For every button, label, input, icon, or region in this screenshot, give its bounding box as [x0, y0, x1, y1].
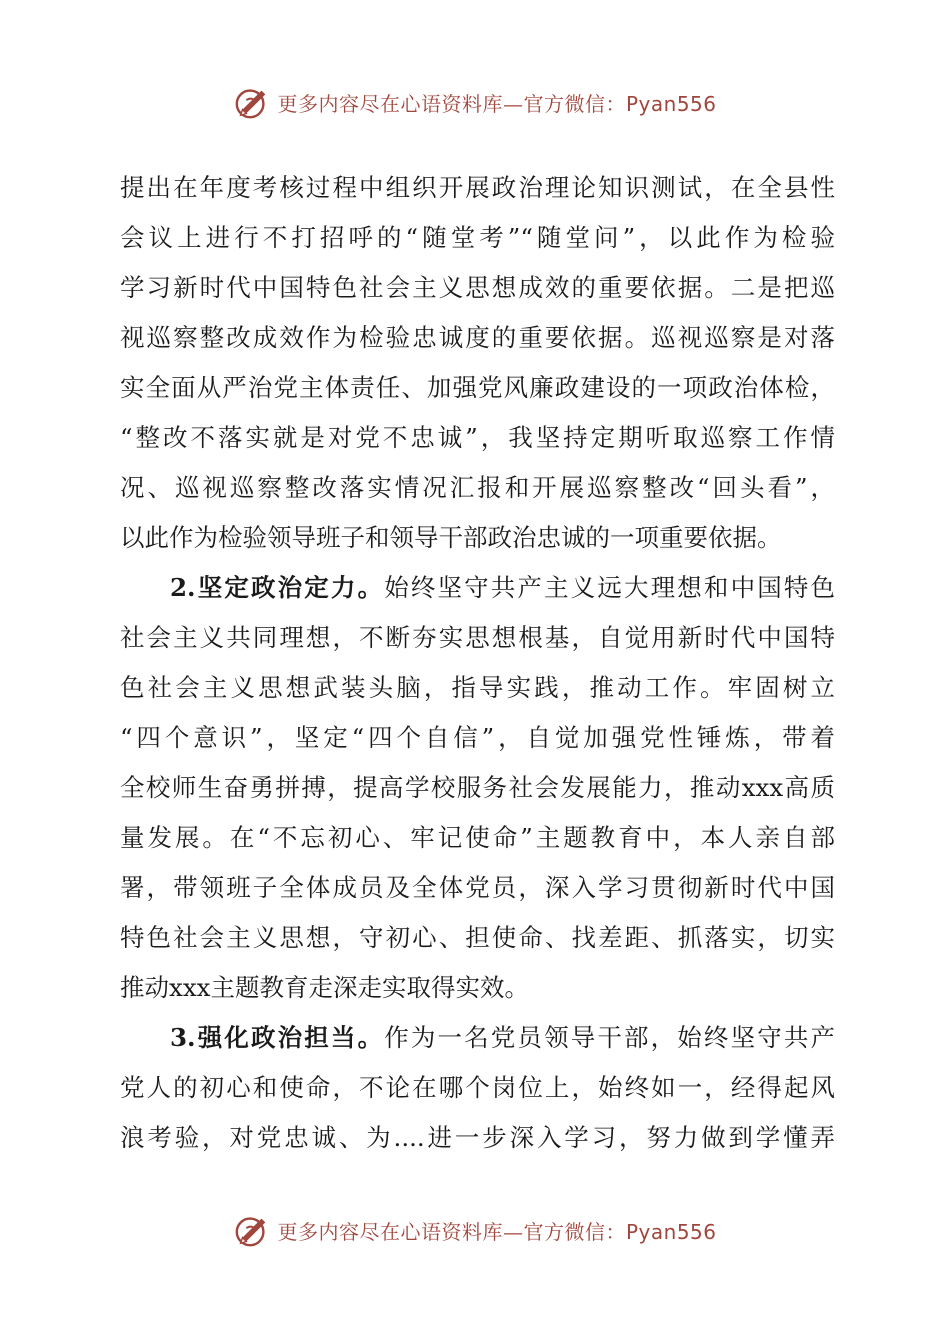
header-banner-inner	[233, 83, 716, 121]
paragraph-line: 党人的初心和使命，不论在哪个岗位上，始终如一，经得起风	[120, 1073, 835, 1102]
footer-banner-text: 更多内容尽在心语资料库—官方微信：Pyan556	[277, 1219, 717, 1244]
paragraph-line: 全校师生奋勇拼搏，提高学校服务社会发展能力，推动xxx高质	[120, 773, 835, 802]
header-banner	[0, 82, 950, 122]
paragraph-line: 视巡察整改成效作为检验忠诚度的重要依据。巡视巡察是对落	[120, 323, 835, 352]
header-wechat-id: Pyan556	[625, 91, 717, 116]
paragraph-line-rest: 作为一名党员领导干部，始终坚守共产	[384, 1023, 835, 1052]
footer-banner-inner	[233, 1211, 716, 1249]
paragraph-line: 浪考验，对党忠诚、为....进一步深入学习，努力做到学懂弄	[120, 1123, 835, 1152]
paragraph-line: “四个意识”，坚定“四个自信”，自觉加强党性锤炼，带着	[120, 723, 835, 752]
paragraph-line: 况、巡视巡察整改落实情况汇报和开展巡察整改“回头看”，	[120, 473, 835, 502]
paragraph-2	[120, 563, 835, 1013]
section-heading: 3.强化政治担当。	[170, 1023, 385, 1052]
paragraph-first-line	[120, 1013, 835, 1063]
paragraph-line: 社会主义共同理想，不断夯实思想根基，自觉用新时代中国特	[120, 623, 835, 652]
paragraph-line: 会议上进行不打招呼的“随堂考”“随堂问”，以此作为检验	[120, 223, 835, 252]
paragraph-line: 色社会主义思想武装头脑，指导实践，推动工作。牢固树立	[120, 673, 835, 702]
paragraph-line-rest: 始终坚守共产主义远大理想和中国特色	[384, 573, 835, 602]
pen-circle-logo-icon	[233, 83, 271, 121]
pen-circle-logo-icon	[233, 1211, 271, 1249]
paragraph-line: 提出在年度考核过程中组织开展政治理论知识测试，在全县性	[120, 173, 835, 202]
paragraph-first-line	[120, 563, 835, 613]
paragraph-line: 量发展。在“不忘初心、牢记使命”主题教育中，本人亲自部	[120, 823, 835, 852]
header-banner-text: 更多内容尽在心语资料库—官方微信：Pyan556	[277, 91, 717, 116]
footer-wechat-id: Pyan556	[625, 1219, 717, 1244]
paragraph-line: 特色社会主义思想，守初心、担使命、找差距、抓落实，切实	[120, 923, 835, 952]
paragraph-line: “整改不落实就是对党不忠诚”，我坚持定期听取巡察工作情	[120, 423, 835, 452]
paragraph-line: 实全面从严治党主体责任、加强党风廉政建设的一项政治体检，	[120, 373, 835, 402]
paragraph-line: 署，带领班子全体成员及全体党员，深入学习贯彻新时代中国	[120, 873, 835, 902]
section-heading: 2.坚定政治定力。	[170, 573, 385, 602]
paragraph-1	[120, 163, 835, 563]
paragraph-line: 以此作为检验领导班子和领导干部政治忠诚的一项重要依据。	[120, 523, 782, 552]
paragraph-3	[120, 1013, 835, 1163]
footer-banner	[0, 1210, 950, 1250]
document-body	[120, 163, 835, 1163]
paragraph-line: 学习新时代中国特色社会主义思想成效的重要依据。二是把巡	[120, 273, 835, 302]
paragraph-line: 推动xxx主题教育走深走实取得实效。	[120, 973, 529, 1002]
